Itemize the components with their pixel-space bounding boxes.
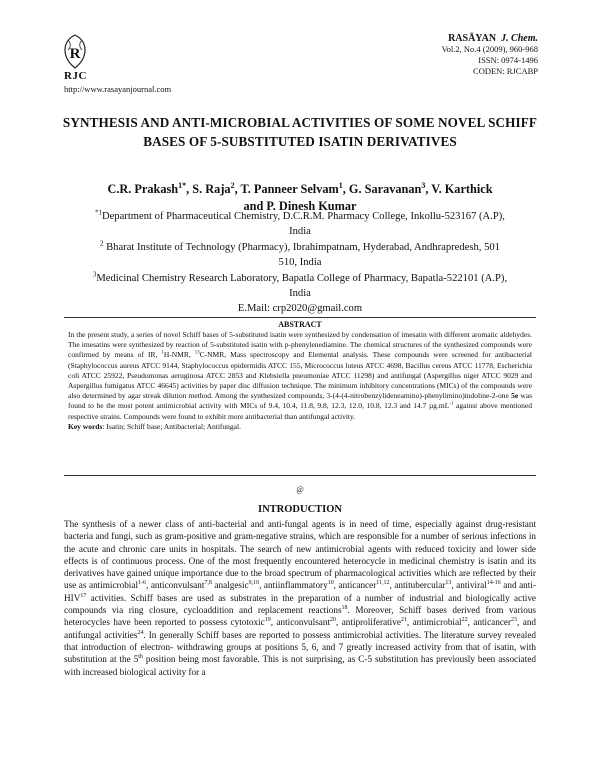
article-title: SYNTHESIS AND ANTI-MICROBIAL ACTIVITIES OF SOME NOVEL SCHIFF BASES OF 5-SUBSTITUTED ISATIN DERIVATIVES <box>62 115 538 149</box>
corresponding-email[interactable]: E.Mail: crp2020@gmail.com <box>237 303 363 315</box>
affiliations <box>90 209 510 317</box>
journal-name: RASĀYAN J. Chem. <box>448 33 538 44</box>
journal-url[interactable]: http://www.rasayanjournal.com <box>64 84 172 94</box>
introduction-text: The synthesis of a newer class of anti-bacterial and anti-fungal agents is in need of time, especially against drug-resistant bacteria and fungi, such as gram-positive and gram-negative strains, which are responsible for a number of serious infections in the acute and chronic care units in hospitals. The search of new antimicrobial agents with reduced toxicity and lower side effects is of continuous process. One of the most frequently encountered heterocycle in medicinal chemistry is isatin and its derivatives have gained unique importance due to the broad spectrum of pharmacological activities which are reflected by their use as antimicrobial$^{1-6}$, anticonvulsant$^{7,8}$ analgesic$^{9,10}$, antiinflammatory$^{10}$, anticancer$^{11,12}$, antitubercular$^{13}$, antiviral$^{14-16}$ and anti-HIV$^{17}$ activities. Schiff bases are used as substrates in the preparation of a number of industrial and biologically active compounds via ring closure, cycloaddition and replacement reactions$^{18}$. Moreover, Schiff bases derived from various heterocycles have been reported to possess cytotoxic$^{19}$, anticonvulsant$^{20}$, antiproliferative$^{21}$, antimicrobial$^{22}$, anticancer$^{23}$, and antifungal activities$^{24}$. In generally Schiff bases are reported to possess antimicrobial activities. The literature survey revealed that introduction of electron- withdrawing groups at positions 5, 6, and 7 greatly increased activity from that of isatin, with substitution at the 5th position being most favorable. This is not surprising, as C-5 substitution has previously been associated with increased biological activity for a <box>64 519 537 677</box>
affiliation-2: $^2$ Bharat Institute of Technology (Pharmacy), Ibrahimpatnam, Hyderabad, Andhrapredesh, 501 510, India <box>100 240 500 269</box>
section-divider: @ <box>296 485 304 494</box>
issn-line: ISSN: 0974-1496 <box>478 55 538 65</box>
abstract-heading: ABSTRACT <box>278 320 322 329</box>
abstract-text: In the present study, a series of novel Schiff bases of 5-substituted isatin were synthesized by condensation of imesatin with different aromatic aldehydes. The imesatins were synthesized by reaction of 5-substituted isatin with p-phenylenediamine. The chemical structures of the synthesized compounds were confirmed by means of IR, $^1$H-NMR, $^{13}$C-NMR, Mass spectroscopy and Elemental analysis. These compounds were screened for antibacterial (Staphylococcus aureus ATCC 9144, Staphylococcus epidermidis ATCC 155, Micrococcus luteus ATCC 4698, Bacillus cereus ATCC 11778, Escherichia coli ATCC 25922, Pseudomonas aeruginosa ATCC 2853 and Klebsiella pneumoniae ATCC 11298) and antifungal (Aspergillus niger ATCC 9029 and Aspergillus fumigatus ATCC 46645) activities by paper disc diffusion technique. The minimum inhibitory concentrations (MICs) of the compounds were also determined by agar streak dilution method. Among the synthesized compounds, 3-(4-(4-nitrobenzylideneamino)-phenylimino)indoline-2-one 5e was found to be the most potent antimicrobial activity with MICs of 9.4, 10.4, 11.8, 9.8, 12.3, 12.0, 10.8, 12.3 and 14.7 $\mu g.mL^{-1}$ against above mentioned respective strains. Compounds were found to exhibit more antibacterial than antifungal activity. <box>68 330 533 421</box>
volume-line: Vol.2, No.4 (2009), 960-968 <box>441 44 538 54</box>
keywords: Key words: Isatin; Schiff base; Antibacterial; Antifungal. <box>68 421 241 431</box>
affiliation-3: $^3$Medicinal Chemistry Research Laboratory, Bapatla College of Pharmacy, Bapatla-522101 (A.P), India <box>92 271 508 300</box>
journal-logo-icon <box>60 34 90 70</box>
author-list: C.R. Prakash$^{1*}$, S. Raja$^2$, T. Panneer Selvam$^1$, G. Saravanan$^3$, V. Karthick and P. Dinesh Kumar <box>107 180 493 213</box>
journal-abbreviation: RJC <box>64 70 87 82</box>
introduction-heading: INTRODUCTION <box>257 504 342 515</box>
affiliation-1: $^{*1}$Department of Pharmaceutical Chemistry, D.C.R.M. Pharmacy College, Inkollu-523167 (A.P), India <box>95 209 505 238</box>
abstract-box <box>64 317 536 476</box>
coden-line: CODEN: RJCABP <box>473 66 538 76</box>
journal-logo-letter: R <box>69 46 81 62</box>
journal-info <box>442 33 538 77</box>
